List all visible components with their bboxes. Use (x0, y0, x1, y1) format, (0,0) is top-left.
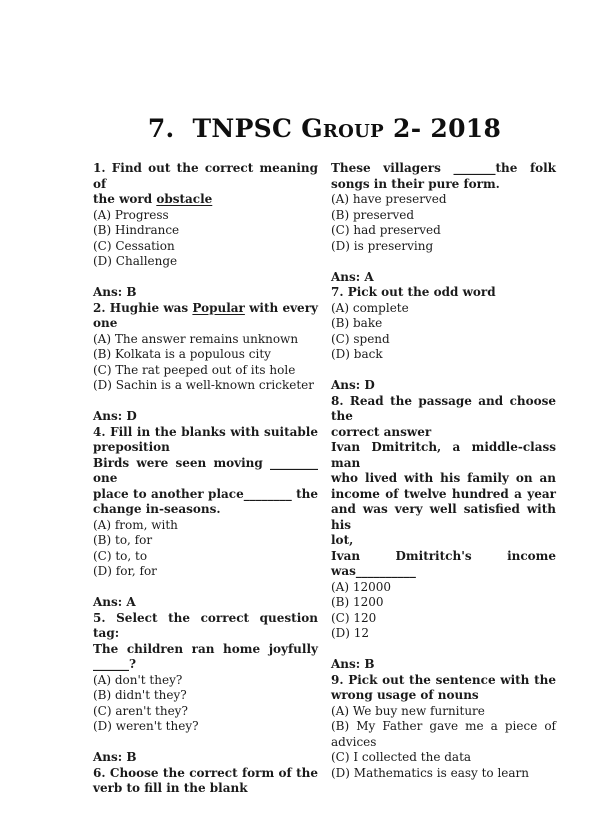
text-run: (D) Mathematics is easy to learn (331, 765, 530, 780)
underlined-text: obstacle (156, 192, 213, 206)
text-run: preposition (93, 440, 170, 454)
text-run: 5. Select the correct question tag: (93, 610, 318, 640)
text-line (331, 378, 556, 394)
two-column-layout (93, 161, 556, 797)
text-run: (A) complete (331, 300, 409, 315)
text-run: and was very well satisfied with his (331, 502, 556, 532)
text-run: Ivan Dmitritch's income (331, 548, 556, 563)
question-7 (331, 285, 556, 363)
text-line (331, 766, 556, 782)
text-run: The children ran home joyfully (93, 641, 318, 656)
text-run: correct answer (331, 424, 432, 439)
text-run: (A) The answer remains unknown (93, 331, 299, 346)
answer-block (93, 285, 318, 301)
page-title (93, 112, 556, 146)
text-line (93, 502, 318, 518)
answer-block (331, 657, 556, 673)
text-run: 7. Pick out the odd word (331, 285, 496, 299)
text-line (93, 161, 318, 192)
text-run: (B) bake (331, 316, 383, 330)
title-text-group: Group (301, 114, 384, 143)
text-run: (D) back (331, 347, 383, 361)
text-run: (C) to, to (93, 548, 148, 563)
answer-block (331, 378, 556, 394)
paragraph-bold (93, 285, 318, 301)
paragraph-bold (331, 285, 556, 301)
text-run: (B) didn't they? (93, 688, 187, 702)
text-line (93, 487, 318, 503)
text-run: (C) spend (331, 331, 390, 346)
text-line (93, 223, 318, 239)
text-line (331, 626, 556, 642)
text-run: the word (93, 192, 157, 206)
text-line (331, 285, 556, 301)
text-line (331, 735, 556, 751)
text-line (331, 177, 556, 193)
text-line (93, 409, 318, 425)
text-line (331, 595, 556, 611)
text-run: 6. Choose the correct form of the (93, 765, 318, 780)
answer-block (331, 270, 556, 286)
text-run: (D) is preserving (331, 238, 434, 253)
left-column (93, 161, 318, 797)
paragraph (331, 580, 556, 642)
text-run: was__________ (331, 564, 416, 578)
text-line (331, 704, 556, 720)
text-line (331, 688, 556, 704)
text-run: (D) for, for (93, 564, 157, 578)
text-line (331, 502, 556, 533)
text-line (331, 549, 556, 565)
text-line (331, 750, 556, 766)
text-line (93, 719, 318, 735)
question-4 (93, 425, 318, 580)
text-run: Ans: D (93, 409, 137, 423)
text-line (93, 781, 318, 797)
paragraph (331, 704, 556, 782)
text-run: (C) 120 (331, 610, 377, 625)
text-line (93, 595, 318, 611)
text-run: (C) Cessation (93, 238, 175, 253)
text-line (93, 688, 318, 704)
text-line (93, 332, 318, 348)
text-line (331, 239, 556, 255)
text-line (93, 347, 318, 363)
text-line (93, 533, 318, 549)
paragraph (93, 518, 318, 580)
paragraph (93, 332, 318, 394)
text-line (93, 750, 318, 766)
text-run: (A) 12000 (331, 579, 392, 594)
text-line (331, 487, 556, 503)
paragraph-bold (93, 161, 318, 208)
paragraph-bold (93, 409, 318, 425)
text-run: (C) had preserved (331, 223, 441, 237)
text-line (93, 766, 318, 782)
text-run: 2. Hughie was (93, 300, 193, 315)
text-run: 1. Find out the correct meaning of (93, 161, 318, 191)
text-run: (B) to, for (93, 533, 153, 547)
text-run: Ans: A (331, 269, 374, 284)
text-run: 4. Fill in the blanks with suitable (93, 424, 318, 439)
paragraph-bold (331, 378, 556, 394)
paragraph-bold (93, 611, 318, 642)
text-line (331, 347, 556, 363)
text-run: (B) preserved (331, 207, 415, 222)
text-run: one (93, 316, 118, 330)
question-5 (93, 611, 318, 735)
text-run: lot, (331, 533, 354, 547)
text-line (93, 239, 318, 255)
question-8 (331, 394, 556, 642)
text-line (331, 301, 556, 317)
question-9 (331, 673, 556, 782)
text-run: (A) don't they? (93, 672, 183, 687)
text-line (93, 611, 318, 642)
underlined-text: Popular (192, 300, 245, 315)
text-run: (C) The rat peeped out of its hole (93, 362, 296, 377)
text-run: (B) Kolkata is a populous city (93, 347, 271, 361)
answer-block (93, 595, 318, 611)
text-line (331, 440, 556, 471)
text-run: advices (331, 734, 377, 749)
text-line (331, 223, 556, 239)
text-line (93, 316, 318, 332)
text-run: income of twelve hundred a year (331, 486, 556, 501)
text-run: (B) Hindrance (93, 223, 180, 237)
text-line (331, 611, 556, 627)
text-line (331, 208, 556, 224)
text-line (331, 332, 556, 348)
right-column (331, 161, 556, 781)
text-run: (C) aren't they? (93, 703, 188, 718)
text-run: (D) weren't they? (93, 719, 199, 733)
text-line (93, 440, 318, 456)
paragraph-bold (331, 657, 556, 673)
text-run: Ans: A (93, 595, 136, 609)
text-line (93, 301, 318, 317)
paragraph-bold (331, 394, 556, 441)
paragraph-bold (93, 425, 318, 456)
text-run: Ans: D (331, 378, 375, 392)
text-line (93, 704, 318, 720)
text-line (93, 254, 318, 270)
text-run: (A) Progress (93, 207, 169, 222)
paragraph-bold (331, 549, 556, 580)
answer-block (93, 409, 318, 425)
title-text-year: 2- 2018 (393, 114, 502, 143)
text-line (331, 719, 556, 735)
text-line (331, 657, 556, 673)
text-line (93, 549, 318, 565)
title-text-tnpsc: TNPSC (192, 114, 293, 143)
text-line (331, 394, 556, 425)
text-run: 9. Pick out the sentence with the (331, 672, 556, 687)
text-run: place to another place________ the (93, 486, 318, 501)
text-line (331, 425, 556, 441)
text-run: verb to fill in the blank (93, 781, 248, 795)
paragraph-bold (93, 595, 318, 611)
text-run: (D) Sachin is a well-known cricketer (93, 378, 314, 392)
text-line (331, 673, 556, 689)
question-2 (93, 301, 318, 394)
text-run: ______? (93, 657, 137, 671)
text-run: (B) 1200 (331, 595, 384, 609)
text-line (93, 673, 318, 689)
text-line (93, 285, 318, 301)
text-line (331, 270, 556, 286)
text-line (331, 533, 556, 549)
text-line (93, 363, 318, 379)
text-run: (C) I collected the data (331, 750, 472, 764)
paragraph (331, 301, 556, 363)
question-6 (93, 766, 318, 797)
title-number: 7. (147, 114, 175, 143)
text-run: Ivan Dmitritch, a middle-class man (331, 440, 556, 470)
question-1 (93, 161, 318, 270)
text-line (93, 518, 318, 534)
paragraph-bold (93, 456, 318, 518)
text-line (331, 471, 556, 487)
text-line (331, 316, 556, 332)
paragraph (93, 673, 318, 735)
text-run: These villagers _______the folk (331, 161, 556, 175)
text-line (331, 564, 556, 580)
text-run: Birds were seen moving ________ one (93, 455, 318, 485)
text-run: (A) have preserved (331, 192, 447, 206)
text-run: (D) Challenge (93, 254, 178, 268)
text-line (331, 580, 556, 596)
paragraph (93, 208, 318, 270)
answer-block (93, 750, 318, 766)
text-run: songs in their pure form. (331, 176, 500, 191)
text-line (331, 192, 556, 208)
text-line (93, 192, 318, 208)
text-run: Ans: B (331, 657, 375, 671)
paragraph (331, 192, 556, 254)
paragraph-bold (93, 766, 318, 797)
text-run: Ans: B (93, 750, 137, 764)
text-run: (A) We buy new furniture (331, 703, 485, 718)
text-run: who lived with his family on an (331, 471, 556, 485)
paragraph-bold (93, 750, 318, 766)
text-run: (A) from, with (93, 517, 178, 532)
paragraph-bold (331, 270, 556, 286)
text-line (331, 161, 556, 177)
text-run: wrong usage of nouns (331, 688, 479, 702)
paragraph-bold (93, 642, 318, 673)
text-line (93, 378, 318, 394)
text-line (93, 425, 318, 441)
text-run: 8. Read the passage and choose the (331, 393, 556, 423)
text-line (93, 657, 318, 673)
paragraph-bold (331, 440, 556, 549)
text-run: (D) 12 (331, 626, 370, 640)
text-line (93, 208, 318, 224)
text-line (93, 642, 318, 658)
text-line (93, 456, 318, 487)
text-run: Ans: B (93, 285, 137, 299)
paragraph-bold (331, 161, 556, 192)
text-line (93, 564, 318, 580)
text-run: (B) My Father gave me a piece of (331, 719, 556, 733)
paragraph-bold (93, 301, 318, 332)
question-6-continued (331, 161, 556, 254)
text-run: change in-seasons. (93, 502, 221, 516)
paragraph-bold (331, 673, 556, 704)
text-run: with every (244, 300, 318, 315)
